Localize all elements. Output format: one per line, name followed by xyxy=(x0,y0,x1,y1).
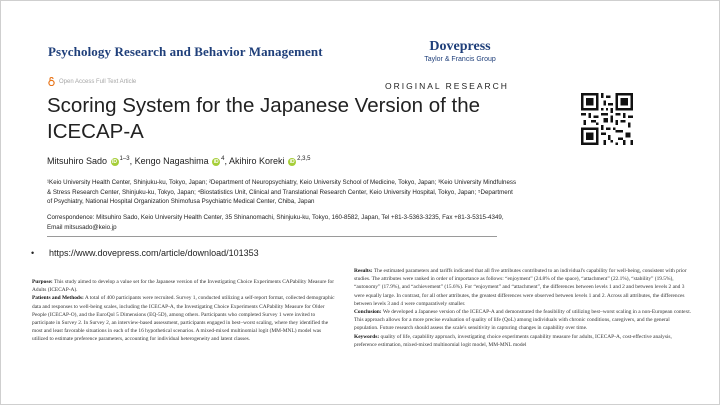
abstract-paragraph xyxy=(32,294,335,343)
publisher-subtitle: Taylor & Francis Group xyxy=(424,56,496,63)
author-affil-ref: 4 xyxy=(221,156,225,162)
abstract-label: Keywords: xyxy=(354,333,380,340)
abstract-text: We developed a Japanese version of the ICECAP-A and demonstrated the feasibility of utilizing best–worst scaling in a non-European context. This approach allows for a more precise evaluation of quality of life (QoL) among individuals with chronic conditions, caregivers, and the general population. Future research should assess the scale's sensitivity in capturing changes in capability over time. xyxy=(354,309,692,332)
author-name: Akihiro Koreki xyxy=(229,156,285,166)
open-access-icon xyxy=(48,77,55,86)
orcid-icon[interactable]: iD xyxy=(213,158,219,165)
abstract-left-column xyxy=(32,278,335,370)
journal-name: Psychology Research and Behavior Management xyxy=(48,44,323,59)
publisher-name: Dovepress xyxy=(429,39,491,54)
bullet-item xyxy=(31,248,259,258)
author-separator: , xyxy=(129,156,135,166)
article-download-link[interactable]: https://www.dovepress.com/article/download/101353 xyxy=(49,248,259,258)
open-access-text: Open Access Full Text Article xyxy=(59,78,137,85)
author-separator: , xyxy=(224,156,230,166)
author-3[interactable] xyxy=(229,156,310,166)
abstract-text: quality of life, capability approach, investigating choice experiments capability measure for adults, ICECAP-A, cost-effective analysis, preference estimation, mixed-mixed multinomial logit model, MM-MNL model xyxy=(354,333,672,348)
publisher-logo xyxy=(417,39,503,63)
divider xyxy=(47,236,497,237)
abstract-paragraph xyxy=(354,333,692,349)
abstract-text: The estimated parameters and tariffs indicated that all five attributes contributed to an individual's capability for well-being, consistent with prior studies. The attributes were ranked in order of importance as follows: “enjoyment” (24.8% of the space), “attachment” (22.1%), “stability” (19.5%), “autonomy” (17.9%), and “achievement” (15.6%). For “enjoyment” and “attachment”, the differences between levels 1 and 2 and between levels 2 and 3 were equally large. In contrast, for all other attributes, the greatest differences were observed between levels 1 and 2. Across all attributes, the differences between levels 3 and 4 were comparatively smaller. xyxy=(354,268,687,307)
author-2[interactable] xyxy=(135,156,225,166)
author-affil-ref: 2,3,5 xyxy=(297,156,311,162)
abstract-paragraph xyxy=(354,267,692,308)
article-type: ORIGINAL RESEARCH xyxy=(385,81,509,91)
qr-code xyxy=(581,93,633,145)
abstract-label: Results: xyxy=(354,268,373,274)
affiliations: ¹Keio University Health Center, Shinjuku-ku, Tokyo, Japan; ²Department of Neuropsychiatry, Keio University School of Medicine, Tokyo, Japan; ³Keio University Mindfulness & Stress Research Center, Shinjuku-ku, Tokyo, Japan; ⁴Biostatistics Unit, Clinical and Translational Research Center, Keio University Hospital, Tokyo, Japan; ⁵Department of Psychiatry, National Hospital Organization Shimofusa Psychiatric Medical Center, Chiba, Japan xyxy=(47,179,517,206)
orcid-icon[interactable]: iD xyxy=(112,158,118,165)
author-name: Kengo Nagashima xyxy=(134,156,209,166)
article-title: Scoring System for the Japanese Version of the ICECAP-A xyxy=(47,94,481,143)
author-name: Mitsuhiro Sado xyxy=(47,156,108,166)
abstract-label: Patients and Methods: xyxy=(32,295,84,302)
correspondence: Correspondence: Mitsuhiro Sado, Keio University Health Center, 35 Shinanomachi, Shinjuku-ku, Tokyo, 160-8582, Japan, Tel +81-3-5363-3235, Fax +81-3-5315-4349, Email mitsusado@keio.jp xyxy=(47,214,504,231)
abstract-text: This study aimed to develop a value set for the Japanese version of the Investigating Choice Experiments CAPability Measure for Adults (ICECAP-A). xyxy=(32,279,335,294)
author-affil-ref: 1–3 xyxy=(119,156,130,162)
abstract-paragraph xyxy=(354,308,692,333)
abstract-text: A total of 400 participants were recruited. Survey 1, conducted utilizing a self-report format, collected demographic data and responses to well-being scales, including the ICECAP-A, the Investigating Choice Experiments CAPability Measure for Older People (ICECAP-O), and the EuroQol 5 Dimensions (EQ-5D), among others. Participants who completed Survey 1 were invited to participate in Survey 2. In Survey 2, an interview-based assessment, participants engaged in best–worst scaling, where they identified the most and least favorable situations in each of the 16 hypothetical scenarios. A mixed-mixed multinomial logit (MM-MNL) model was utilized to estimate preference parameters, accounting for individual heterogeneity and latent classes. xyxy=(32,295,335,343)
abstract-right-column xyxy=(354,267,692,359)
abstract-label: Conclusion: xyxy=(354,309,382,316)
author-list xyxy=(47,156,517,166)
bullet-icon: • xyxy=(31,248,35,258)
orcid-icon[interactable]: iD xyxy=(289,158,295,165)
open-access-label xyxy=(48,77,136,86)
abstract-paragraph xyxy=(32,278,335,294)
abstract-label: Purpose: xyxy=(32,279,53,285)
author-1[interactable] xyxy=(47,156,130,166)
